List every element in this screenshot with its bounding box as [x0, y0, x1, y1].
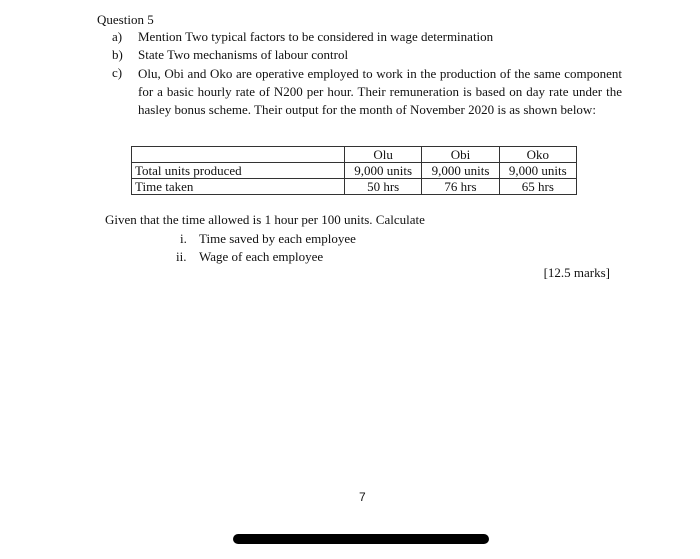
table-header-row: [132, 147, 577, 163]
home-indicator-bar[interactable]: [233, 534, 489, 544]
part-b-text: State Two mechanisms of labour control: [138, 47, 349, 62]
table-header-cell: Oko: [499, 147, 576, 163]
table-cell: Time taken: [132, 179, 345, 195]
table-cell: 9,000 units: [422, 163, 499, 179]
table-header-cell: Obi: [422, 147, 499, 163]
part-b-label: b): [112, 47, 123, 62]
table-header-cell: Olu: [345, 147, 422, 163]
given-text: Given that the time allowed is 1 hour per 100 units. Calculate: [105, 212, 425, 227]
part-a-text: Mention Two typical factors to be considered in wage determination: [138, 29, 494, 44]
sub-item-i-text: Time saved by each employee: [199, 231, 356, 246]
sub-item-ii-label: ii.: [176, 249, 187, 264]
part-c-text: Olu, Obi and Oko are operative employed to work in the production of the same component for a basic hourly rate of N200 per hour. Their remuneration is based on day rate under the hasley bonus scheme. Their output for the month of November 2020 is as shown below:: [138, 66, 622, 117]
table-cell: 76 hrs: [422, 179, 499, 195]
table-cell: Total units produced: [132, 163, 345, 179]
table-header-cell: [132, 147, 345, 163]
sub-item-i-label: i.: [180, 231, 187, 246]
table-row: [132, 179, 577, 195]
question-title: Question 5: [97, 12, 154, 27]
output-table: [131, 146, 577, 195]
page-number: 7: [359, 490, 366, 504]
table-cell: 9,000 units: [499, 163, 576, 179]
table-cell: 50 hrs: [345, 179, 422, 195]
part-a-label: a): [112, 29, 123, 44]
table-cell: 65 hrs: [499, 179, 576, 195]
marks-label: [12.5 marks]: [543, 265, 610, 280]
sub-item-ii-text: Wage of each employee: [199, 249, 324, 264]
part-c-label: c): [112, 65, 123, 80]
table-cell: 9,000 units: [345, 163, 422, 179]
table-row: [132, 163, 577, 179]
